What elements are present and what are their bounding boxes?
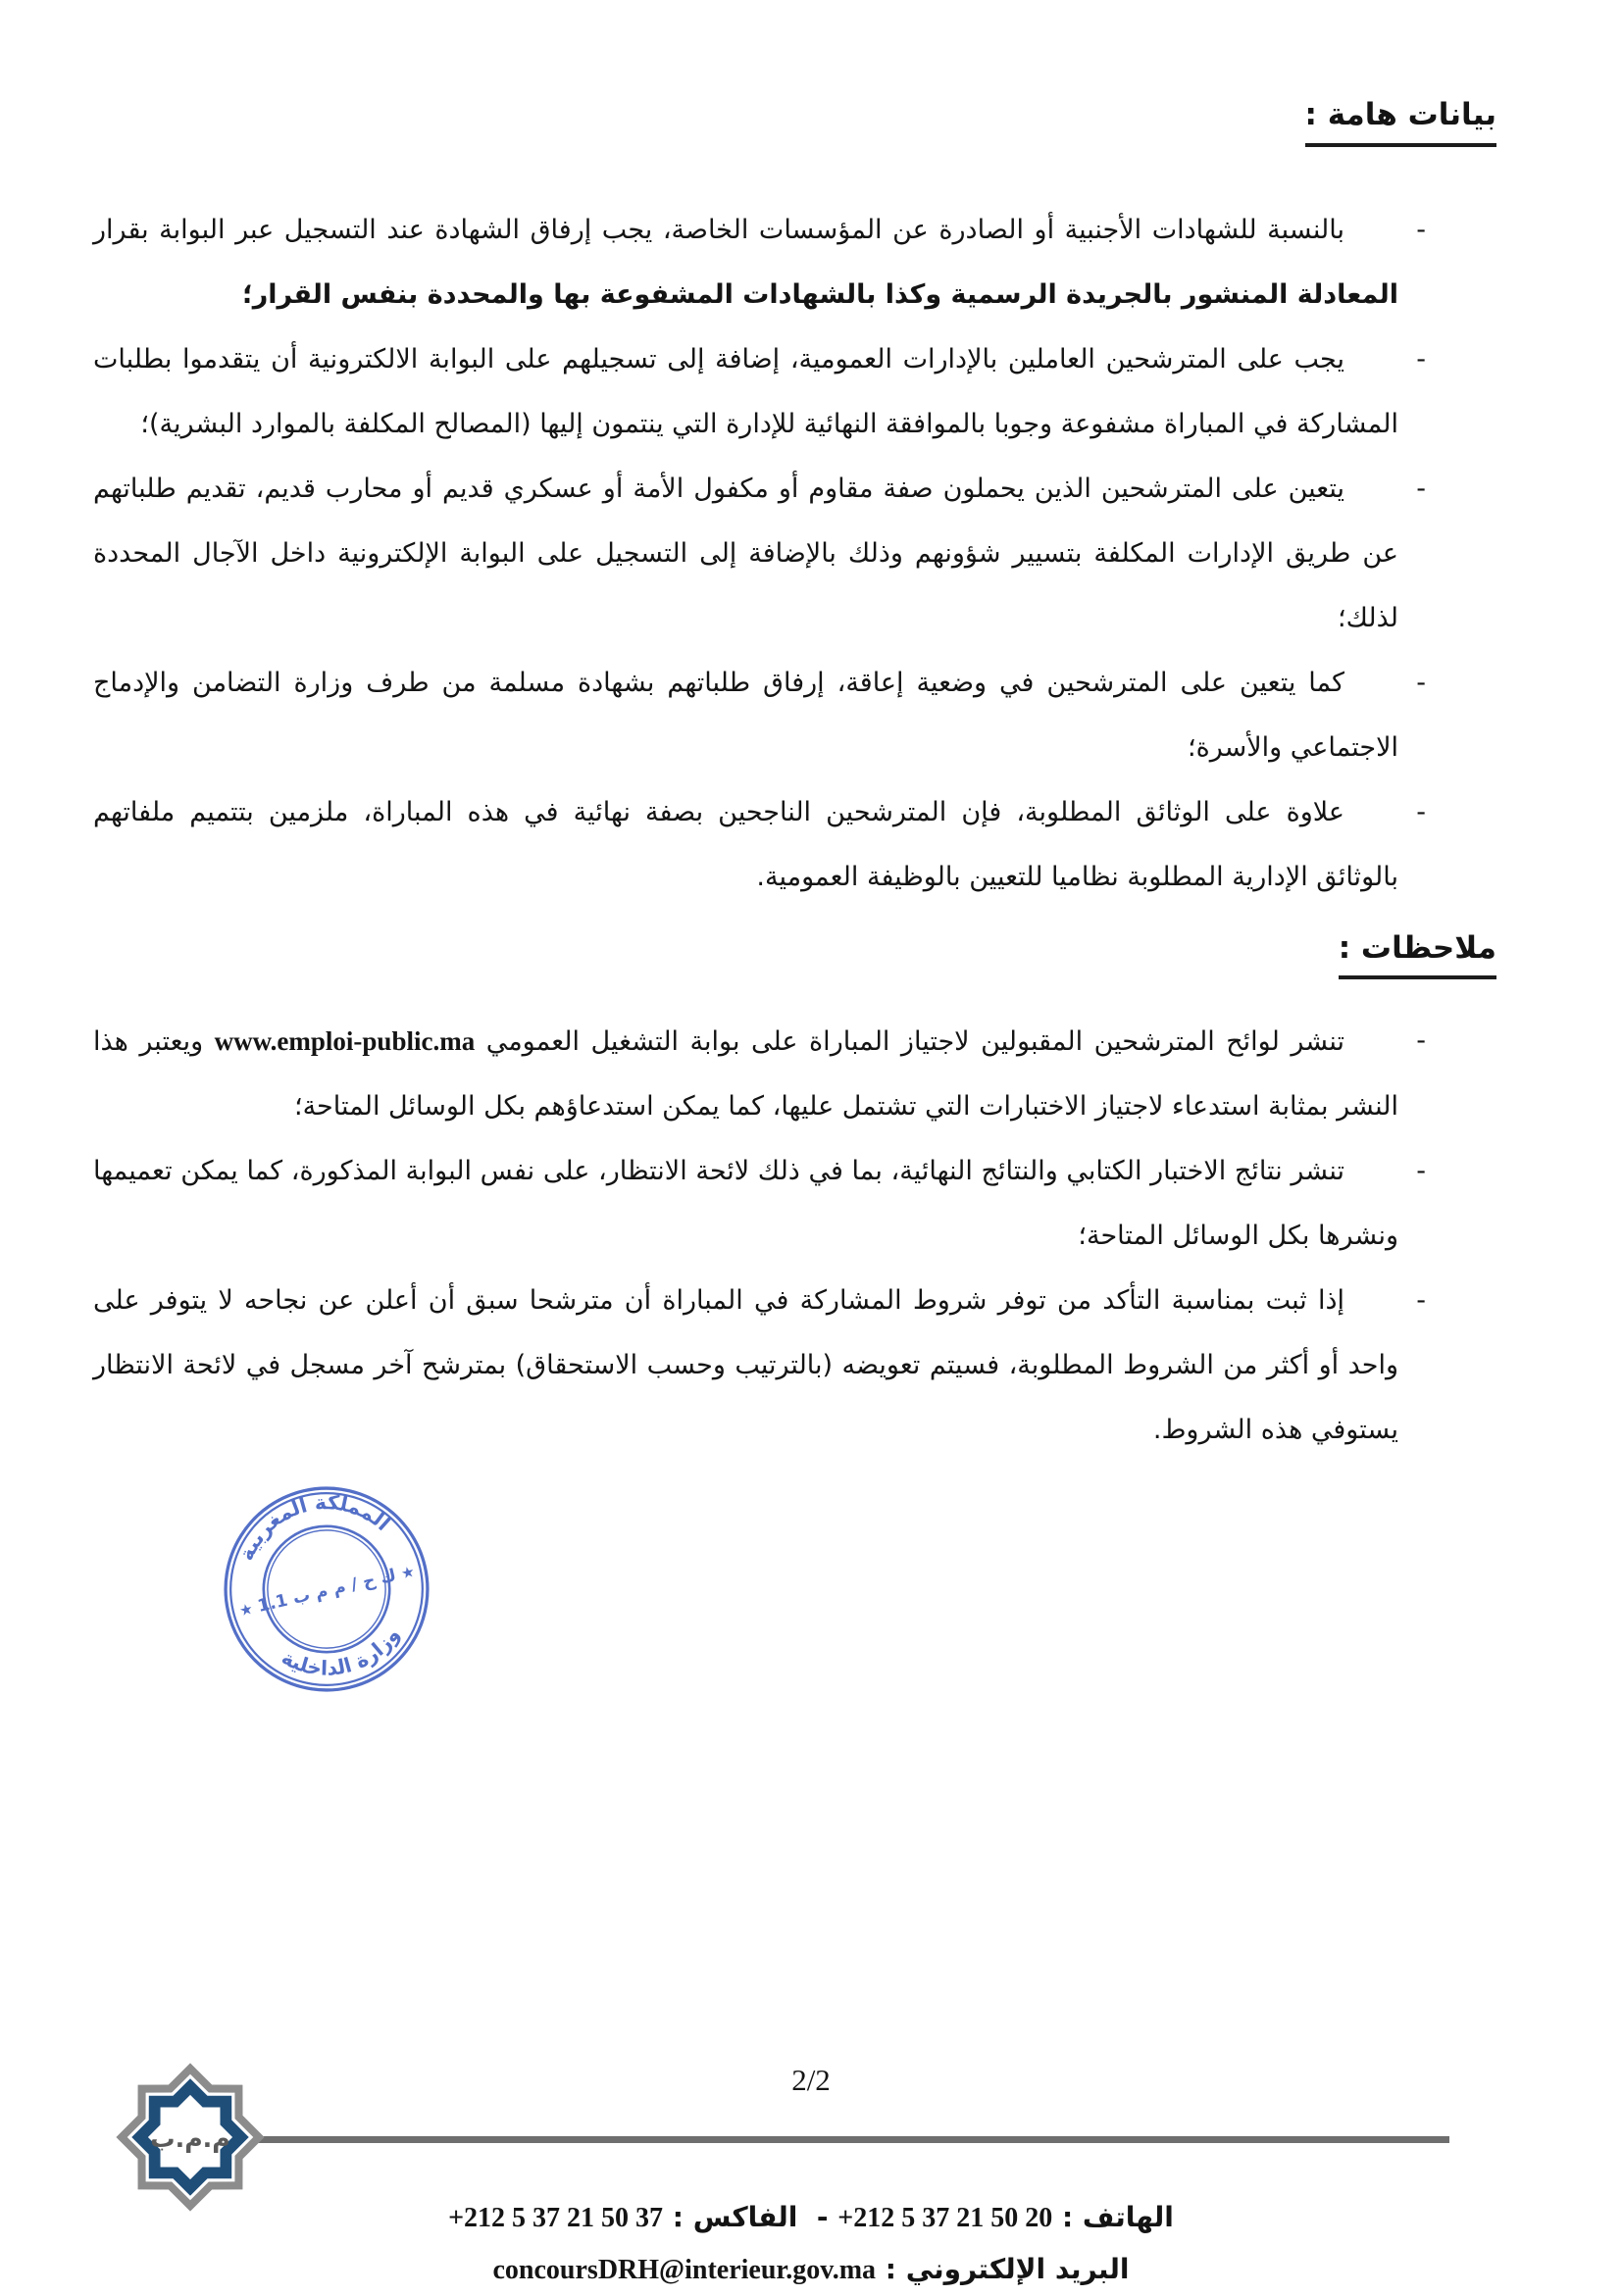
email-label: البريد الإلكتروني : [885,2253,1130,2285]
email-line [0,2244,1622,2296]
phone-number: +212 5 37 21 50 20 [837,2203,1053,2233]
ministry-ink-stamp [222,1484,431,1694]
stamp-bureau-code: ك ح / م م ب 1.1 [255,1566,399,1618]
svg-text:المملكة المغربية [225,1484,398,1569]
separator-dash: - [816,2201,829,2233]
list-item [93,780,1428,910]
footer-contacts [0,2192,1622,2296]
logo-initials: م.م.ب [150,2124,230,2154]
bullet-dash: - [1416,667,1426,698]
footer-divider-line [257,2136,1449,2143]
phone-label: الهاتف : [1061,2201,1174,2233]
phone-fax-line [0,2192,1622,2244]
section-heading: بيانات هامة : [1305,98,1496,147]
bullet-dash: - [1416,214,1426,245]
bullet-dash: - [1416,1025,1426,1057]
bullet-text-bold: المعادلة المنشور بالجريدة الرسمية وكذا بالشهادات المشفوعة بها والمحددة بنفس القرار؛ [241,278,1398,310]
bullet-text: بالنسبة للشهادات الأجنبية أو الصادرة عن المؤسسات الخاصة، يجب إرفاق الشهادة عند التسجيل عبر البوابة بقرار [93,214,1344,245]
list-item [93,457,1428,651]
list-item [93,1139,1428,1269]
bullet-text: إذا ثبت بمناسبة التأكد من توفر شروط المشاركة في المباراة أن مترشحا سبق أن أعلن عن نجاحه لا يتوفر على واحد أو أكثر من الشروط المطلوبة، فسيتم تعويضه (بالترتيب وحسب الاستحقاق) بمترشح آخر مسجل في لائحة الانتظار يستوفي هذه الشروط. [93,1285,1398,1446]
section-important-information [93,98,1496,910]
email-address[interactable]: concoursDRH@interieur.gov.ma [492,2255,877,2285]
list-item [93,651,1428,780]
stamp-ministry-text: وزارة الداخلية [278,1622,405,1680]
bullet-text: ويعتبر هذا النشر بمثابة استدعاء لاجتياز الاختبارات التي تشتمل عليها، كما يمكن استدعاؤهم بكل الوسائل المتاحة؛ [93,1026,1398,1123]
stamp-left-star-icon: ★ [237,1599,255,1621]
svg-text:وزارة الداخلية [274,1620,410,1692]
page-number: 2/2 [791,2063,831,2097]
emploi-public-link[interactable]: www.emploi-public.ma [214,1026,476,1057]
list-item [93,1269,1428,1463]
bullet-list [93,198,1496,910]
fax-label: الفاكس : [672,2201,798,2233]
bullet-list [93,1009,1496,1463]
stamp-kingdom-text: المملكة المغربية [233,1490,395,1565]
bullet-dash: - [1416,796,1426,827]
bullet-text: علاوة على الوثائق المطلوبة، فإن المترشحين الناجحين بصفة نهائية في هذه المباراة، ملزمين بتتميم ملفاتهم بالوثائق الإدارية المطلوبة نظاميا للتعيين بالوظيفة العمومية. [93,796,1398,892]
bullet-text: تنشر نتائج الاختبار الكتابي والنتائج النهائية، بما في ذلك لائحة الانتظار، على نفس البوابة المذكورة، كما يمكن تعميمها ونشرها بكل الوسائل المتاحة؛ [93,1156,1398,1252]
section-heading: ملاحظات : [1339,931,1496,980]
bullet-text: تنشر لوائح المترشحين المقبولين لاجتياز المباراة على بوابة التشغيل العمومي [475,1026,1344,1058]
bullet-text: كما يتعين على المترشحين في وضعية إعاقة، إرفاق طلباتهم بشهادة مسلمة من طرف وزارة التضامن والإدماج الاجتماعي والأسرة؛ [93,667,1398,763]
list-item [93,1009,1428,1139]
bullet-text: يجب على المترشحين العاملين بالإدارات العمومية، إضافة إلى تسجيلهم على البوابة الالكترونية أن يتقدموا بطلبات المشاركة في المباراة مشفوعة وجوبا بالموافقة النهائية للإدارة التي ينتمون إليها (المصالح المكلفة بالموارد البشرية)؛ [93,343,1398,439]
list-item [93,198,1428,327]
bullet-dash: - [1416,1285,1426,1317]
bullet-dash: - [1416,473,1426,504]
stamp-right-star-icon: ★ [399,1562,417,1583]
list-item [93,327,1428,457]
bullet-dash: - [1416,1156,1426,1187]
fax-number: +212 5 37 21 50 37 [448,2203,664,2233]
document-body [93,98,1496,1463]
bullet-dash: - [1416,343,1426,374]
bullet-text: يتعين على المترشحين الذين يحملون صفة مقاوم أو مكفول الأمة أو عسكري قديم أو محارب قديم، تقديم طلباتهم عن طريق الإدارات المكلفة بتسيير شؤونهم وذلك بالإضافة إلى التسجيل على البوابة الإلكترونية داخل الآجال المحددة لذلك؛ [93,473,1398,633]
section-notes [93,931,1496,1464]
